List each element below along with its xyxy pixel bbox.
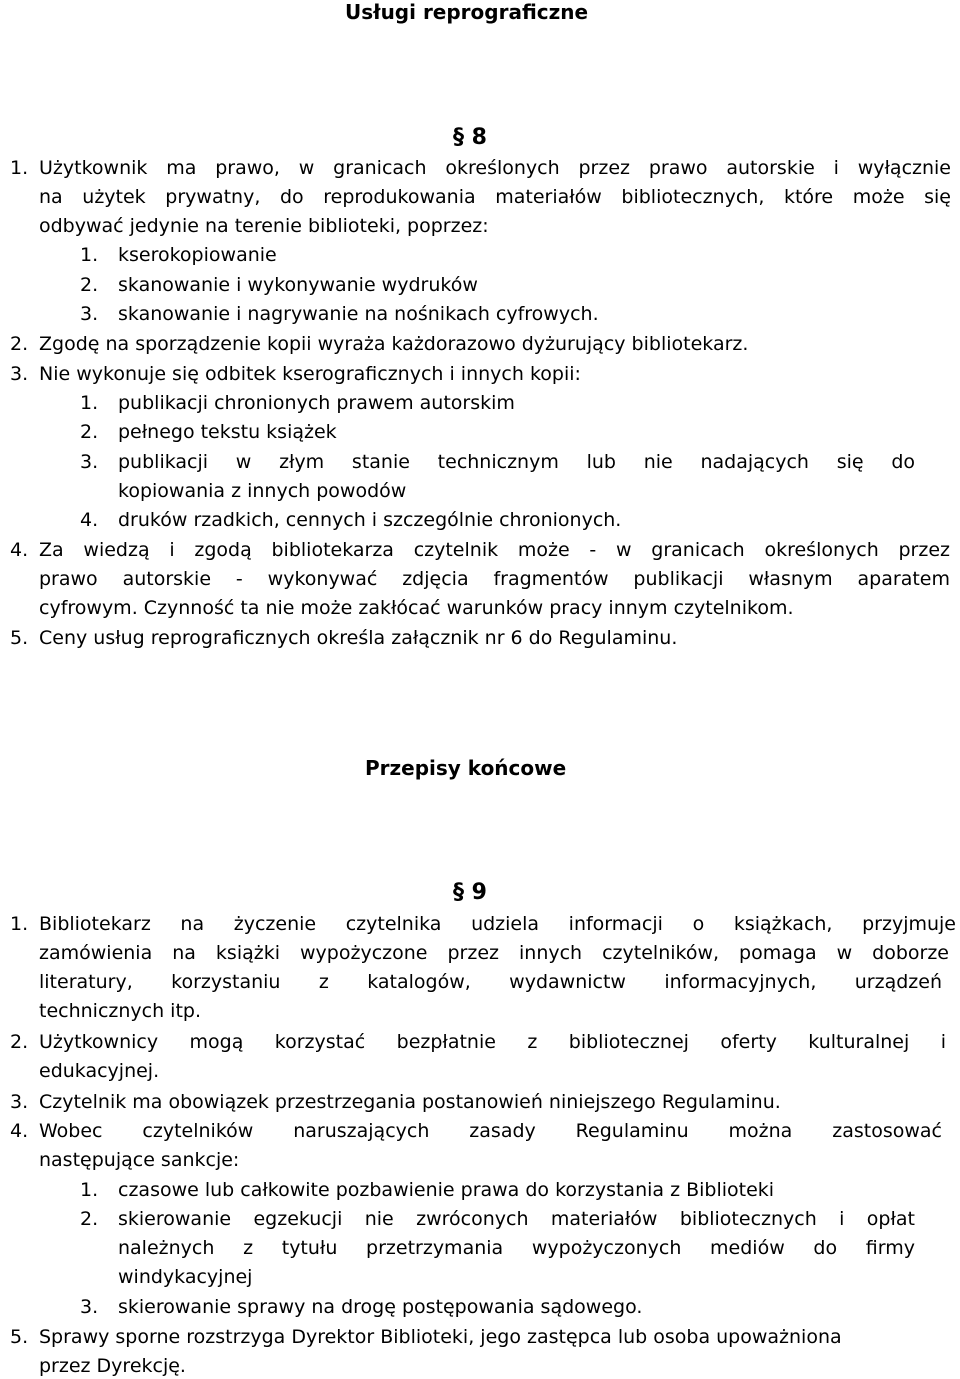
- list-item-text: odbywać jedynie na terenie biblioteki, poprzez:: [39, 215, 489, 237]
- section-title-reprographic: Usługi reprograficzne: [345, 0, 589, 24]
- sublist-number: 1.: [80, 1179, 99, 1201]
- sublist-number: 2.: [80, 1208, 99, 1230]
- list-item-text: Nie wykonuje się odbitek kserograficznych i innych kopii:: [39, 363, 581, 385]
- sublist-number: 3.: [80, 451, 99, 473]
- list-item-text: Czytelnik ma obowiązek przestrzegania postanowień niniejszego Regulaminu.: [39, 1091, 781, 1113]
- sublist-number: 2.: [80, 421, 99, 443]
- sublist-item-text: pełnego tekstu książek: [118, 421, 337, 443]
- list-item-text: Użytkownicy mogą korzystać bezpłatnie z bibliotecznej oferty kulturalnej i: [39, 1031, 946, 1053]
- list-item-text: Użytkownik ma prawo, w granicach określonych przez prawo autorskie i wyłącznie: [39, 157, 951, 179]
- list-item-text: Wobec czytelników naruszających zasady Regulaminu można zastosować: [39, 1120, 942, 1142]
- sublist-number: 1.: [80, 244, 99, 266]
- paragraph-mark-9: § 9: [453, 880, 487, 905]
- sublist-number: 3.: [80, 303, 99, 325]
- sublist-item-text: skanowanie i nagrywanie na nośnikach cyfrowych.: [118, 303, 599, 325]
- sublist-item-text: czasowe lub całkowite pozbawienie prawa do korzystania z Biblioteki: [118, 1179, 775, 1201]
- sublist-number: 4.: [80, 509, 99, 531]
- list-number: 5.: [10, 1326, 29, 1348]
- list-item-text: przez Dyrekcję.: [39, 1355, 186, 1377]
- list-number: 5.: [10, 627, 29, 649]
- list-number: 3.: [10, 363, 29, 385]
- list-number: 4.: [10, 1120, 29, 1142]
- sublist-number: 1.: [80, 392, 99, 414]
- section-title-final: Przepisy końcowe: [365, 756, 567, 780]
- list-number: 1.: [10, 157, 29, 179]
- list-item-text: zamówienia na książki wypożyczone przez innych czytelników, pomaga w doborze: [39, 942, 949, 964]
- list-item-text: literatury, korzystaniu z katalogów, wydawnictw informacyjnych, urządzeń: [39, 971, 942, 993]
- paragraph-mark-8: § 8: [453, 125, 487, 150]
- list-number: 2.: [10, 1031, 29, 1053]
- list-item-text: następujące sankcje:: [39, 1149, 240, 1171]
- sublist-number: 2.: [80, 274, 99, 296]
- list-item-text: Zgodę na sporządzenie kopii wyraża każdorazowo dyżurujący bibliotekarz.: [39, 333, 749, 355]
- list-number: 1.: [10, 913, 29, 935]
- list-item-text: Sprawy sporne rozstrzyga Dyrektor Biblioteki, jego zastępca lub osoba upoważniona: [39, 1326, 842, 1348]
- sublist-number: 3.: [80, 1296, 99, 1318]
- list-item-text: edukacyjnej.: [39, 1060, 160, 1082]
- list-number: 3.: [10, 1091, 29, 1113]
- list-item-text: prawo autorskie - wykonywać zdjęcia fragmentów publikacji własnym aparatem: [39, 568, 950, 590]
- list-item-text: Za wiedzą i zgodą bibliotekarza czytelnik może - w granicach określonych przez: [39, 539, 950, 561]
- sublist-item-text: kopiowania z innych powodów: [118, 480, 407, 502]
- sublist-item-text: skierowanie sprawy na drogę postępowania sądowego.: [118, 1296, 643, 1318]
- sublist-item-text: należnych z tytułu przetrzymania wypożyczonych mediów do firmy: [118, 1237, 915, 1259]
- sublist-item-text: publikacji chronionych prawem autorskim: [118, 392, 515, 414]
- list-item-text: Bibliotekarz na życzenie czytelnika udziela informacji o książkach, przyjmuje: [39, 913, 956, 935]
- list-item-text: na użytek prywatny, do reprodukowania materiałów bibliotecznych, które może się: [39, 186, 951, 208]
- sublist-item-text: kserokopiowanie: [118, 244, 277, 266]
- list-number: 2.: [10, 333, 29, 355]
- sublist-item-text: skierowanie egzekucji nie zwróconych materiałów bibliotecznych i opłat: [118, 1208, 915, 1230]
- list-item-text: Ceny usług reprograficznych określa załącznik nr 6 do Regulaminu.: [39, 627, 678, 649]
- list-item-text: cyfrowym. Czynność ta nie może zakłócać warunków pracy innym czytelnikom.: [39, 597, 794, 619]
- sublist-item-text: skanowanie i wykonywanie wydruków: [118, 274, 478, 296]
- sublist-item-text: publikacji w złym stanie technicznym lub nie nadających się do: [118, 451, 915, 473]
- sublist-item-text: druków rzadkich, cennych i szczególnie chronionych.: [118, 509, 622, 531]
- list-item-text: technicznych itp.: [39, 1000, 202, 1022]
- sublist-item-text: windykacyjnej: [118, 1266, 253, 1288]
- list-number: 4.: [10, 539, 29, 561]
